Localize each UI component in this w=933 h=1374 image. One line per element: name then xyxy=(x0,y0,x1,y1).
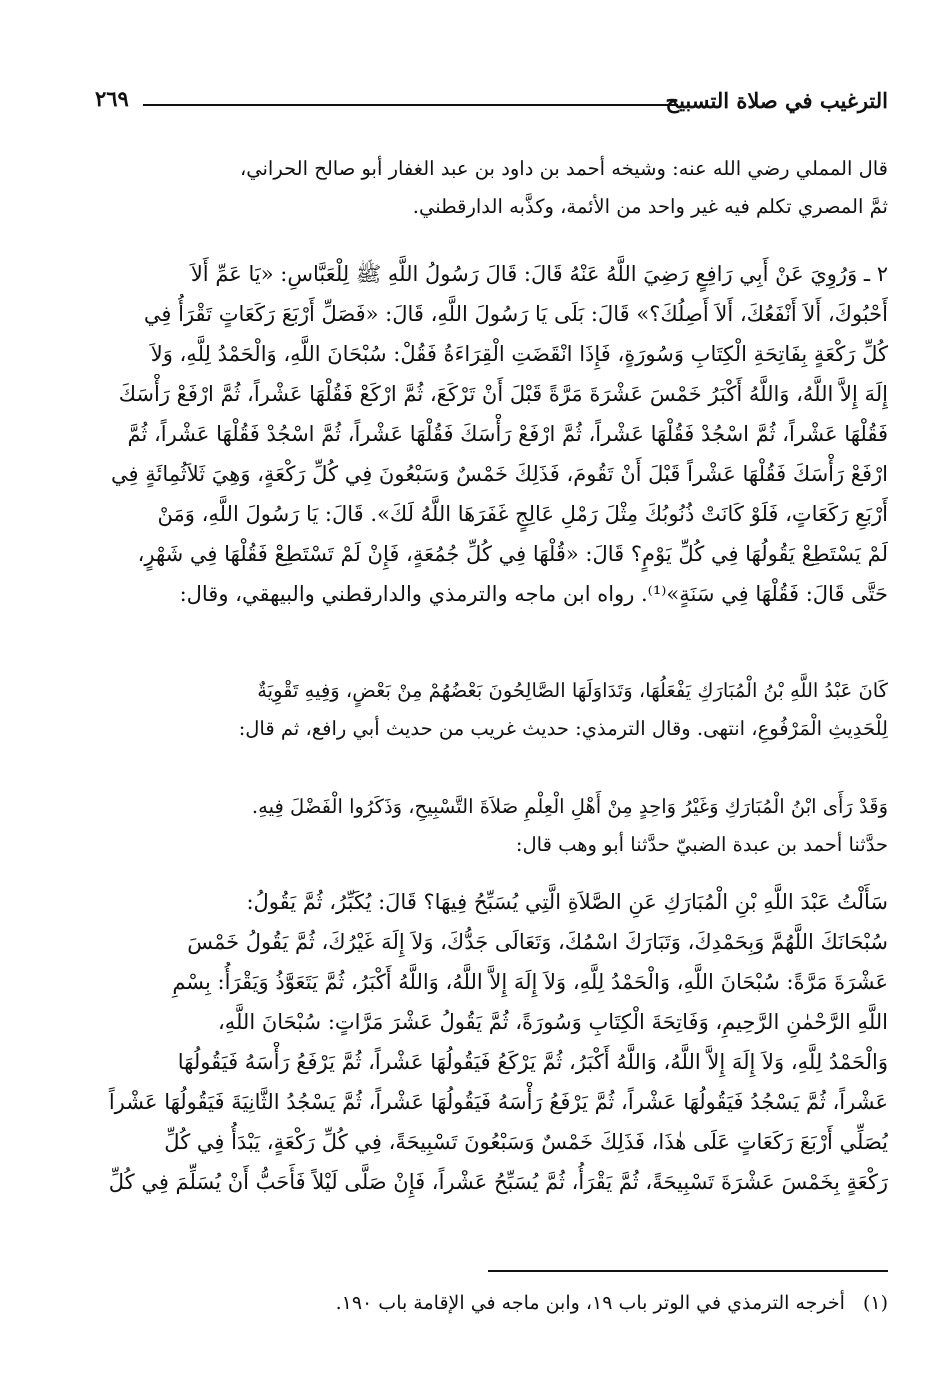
header-rule xyxy=(143,104,678,106)
text-line: فَقُلْهَا عَشْراً، ثُمَّ اسْجُدْ فَقُلْهَا عَشْراً، ثُمَّ ارْفَعْ رَأْسَكَ فَقُلْهَا عَشْراً، ثُمَّ اسْجُدْ فَقُلْهَا عَشْراً، ثُمَّ xyxy=(127,422,888,446)
header-title: الترغيب في صلاة التسبيح xyxy=(665,88,888,113)
text-line: كُلِّ رَكْعَةٍ بِفَاتِحَةِ الْكِتَابِ وَسُورَةٍ، فَإِذَا انْقَضَتِ الْقِرَاءَةُ فَقُلْ: سُبْحَانَ اللَّهِ، وَالْحَمْدُ لِلَّهِ، وَلاَ xyxy=(150,342,888,366)
paragraph-ibn-mubarak xyxy=(95,672,888,748)
text-line: يُصَلِّي أَرْبَعَ رَكَعَاتٍ عَلَى هٰذَا، فَذَلِكَ خَمْسٌ وَسَبْعُونَ تَسْبِيحَةً، فِي كُلِّ رَكْعَةٍ، يَبْدَأُ فِي كُلِّ xyxy=(164,1130,888,1154)
text-line: إِلَهَ إِلاَّ اللَّهُ، وَاللَّهُ أَكْبَرُ خَمْسَ عَشْرَةَ مَرَّةً قَبْلَ أَنْ تَرْكَعَ، ثُمَّ ارْكَعْ فَقُلْهَا عَشْراً، ثُمَّ ارْفَعْ رَأْسَكَ xyxy=(118,382,888,406)
text-line: عَشْراً، ثُمَّ يَسْجُدُ فَيَقُولُهَا عَشْراً، ثُمَّ يَرْفَعُ رَأْسَهُ فَيَقُولُهَا عَشْراً، ثُمَّ يَسْجُدُ الثَّانِيَةَ فَيَقُولُهَا عَشْراً xyxy=(108,1090,888,1114)
footnote-text: أخرجه الترمذي في الوتر باب ١٩، وابن ماجه في الإقامة باب ١٩٠. xyxy=(335,1292,845,1314)
text-line: وَقَدْ رَأَى ابْنُ الْمُبَارَكِ وَغَيْرُ وَاحِدٍ مِنْ أَهْلِ الْعِلْمِ صَلاَةَ التَّسْبِيحِ، وَذَكَرُوا الْفَضْلَ فِيهِ. xyxy=(251,795,888,818)
text-line: حدَّثنا أحمد بن عبدة الضبيّ حدَّثنا أبو وهب قال: xyxy=(515,833,888,856)
text-line: كَانَ عَبْدُ اللَّهِ بْنُ الْمُبَارَكِ يَفْعَلُهَا، وَتَدَاوَلَهَا الصَّالِحُونَ بَعْضُهُمْ مِنْ بَعْضٍ، وَفِيهِ تَقْوِيَةٌ xyxy=(257,679,888,702)
page-number: ٢٦٩ xyxy=(95,86,129,111)
text-line: لَمْ يَسْتَطِعْ يَقُولُهَا فِي كُلِّ يَوْمٍ؟ قَالَ: «قُلْهَا فِي كُلِّ جُمُعَةٍ، فَإِنْ لَمْ تَسْتَطِعْ فَقُلْهَا فِي شَهْرٍ، xyxy=(137,542,888,566)
paragraph-narrator-note xyxy=(95,150,888,226)
text-line: أَرْبَعِ رَكَعَاتٍ، فَلَوْ كَانَتْ ذُنُوبُكَ مِثْلَ رَمْلِ عَالِجٍ غَفَرَهَا اللَّهُ لَكَ». قَالَ: يَا رَسُولَ اللَّهِ، وَمَنْ xyxy=(157,502,888,526)
text-line: سَأَلْتُ عَبْدَ اللَّهِ بْنِ الْمُبَارَكِ عَنِ الصَّلاَةِ الَّتِي يُسَبِّحُ فِيهَا؟ قَالَ: يُكَبِّرُ، ثُمَّ يَقُولُ: xyxy=(246,890,888,914)
footnote xyxy=(150,1292,888,1314)
text-line: ٢ ـ وَرُوِيَ عَنْ أَبِي رَافِعٍ رَضِيَ اللَّهُ عَنْهُ قَالَ: قَالَ رَسُولُ اللَّهِ ﷺ لِلْعَبَّاسِ: «يَا عَمِّ أَلاَ xyxy=(190,262,888,286)
text-line: ثمَّ المصري تكلم فيه غير واحد من الأئمة، وكذَّبه الدارقطني. xyxy=(412,195,888,218)
text-line: أَحْبُوكَ، أَلاَ أَنْفَعُكَ، أَلاَ أَصِلُكَ؟» قَالَ: بَلَى يَا رَسُولَ اللَّهِ، قَالَ: «فَصَلِّ أَرْبَعَ رَكَعَاتٍ تَقْرَأُ فِي xyxy=(143,302,888,326)
running-header xyxy=(95,88,888,118)
paragraph-abu-wahb xyxy=(95,882,888,1202)
paragraph-hadith-2 xyxy=(95,254,888,614)
text-line: رَكْعَةٍ بِخَمْسَ عَشْرَةَ تَسْبِيحَةً، ثُمَّ يَقْرَأُ، ثُمَّ يُسَبِّحُ عَشْراً، فَإِنْ صَلَّى لَيْلاً فَأَحَبُّ أَنْ يُسَلِّمَ فِي كُلِّ xyxy=(108,1170,888,1194)
paragraph-tirmidhi-note xyxy=(95,788,888,864)
text-line: قال المملي رضي الله عنه: وشيخه أحمد بن داود بن عبد الغفار أبو صالح الحراني، xyxy=(239,157,888,180)
text-line: عَشْرَةَ مَرَّةً: سُبْحَانَ اللَّهِ، وَالْحَمْدُ لِلَّهِ، وَلاَ إِلَهَ إِلاَّ اللَّهُ، وَاللَّهُ أَكْبَرُ، ثُمَّ يَتَعَوَّذُ وَيَقْرَأُ: بِسْمِ xyxy=(172,970,888,994)
text-line: لِلْحَدِيثِ الْمَرْفُوعِ، انتهى. وقال الترمذي: حديث غريب من حديث أبي رافع، ثم قال: xyxy=(238,717,888,740)
text-line: حَتَّى قَالَ: فَقُلْهَا فِي سَنَةٍ»⁽¹⁾. رواه ابن ماجه والترمذي والدارقطني والبيهقي، وقال: xyxy=(179,582,888,606)
footnote-number: (١) xyxy=(862,1292,888,1314)
text-line: سُبْحَانَكَ اللَّهُمَّ وَبِحَمْدِكَ، وَتَبَارَكَ اسْمُكَ، وَتَعَالَى جَدُّكَ، وَلاَ إِلَهَ غَيْرُكَ، ثُمَّ يَقُولُ خَمْسَ xyxy=(187,930,888,954)
footnote-rule xyxy=(488,1270,888,1272)
text-line: اللَّهِ الرَّحْمٰنِ الرَّحِيمِ، وَفَاتِحَةَ الْكِتَابِ وَسُورَةً، ثُمَّ يَقُولُ عَشْرَ مَرَّاتٍ: سُبْحَانَ اللَّهِ، xyxy=(217,1010,888,1034)
text-line: ارْفَعْ رَأْسَكَ فَقُلْهَا عَشْراً قَبْلَ أَنْ تَقُومَ، فَذَلِكَ خَمْسٌ وَسَبْعُونَ فِي كُلِّ رَكْعَةٍ، وَهِيَ ثَلاَثُمِائَةٍ فِي xyxy=(111,462,888,486)
text-line: وَالْحَمْدُ لِلَّهِ، وَلاَ إِلَهَ إِلاَّ اللَّهُ، وَاللَّهُ أَكْبَرُ، ثُمَّ يَرْكَعُ فَيَقُولُهَا عَشْراً، ثُمَّ يَرْفَعُ رَأْسَهُ فَيَقُولُهَا xyxy=(177,1050,888,1074)
